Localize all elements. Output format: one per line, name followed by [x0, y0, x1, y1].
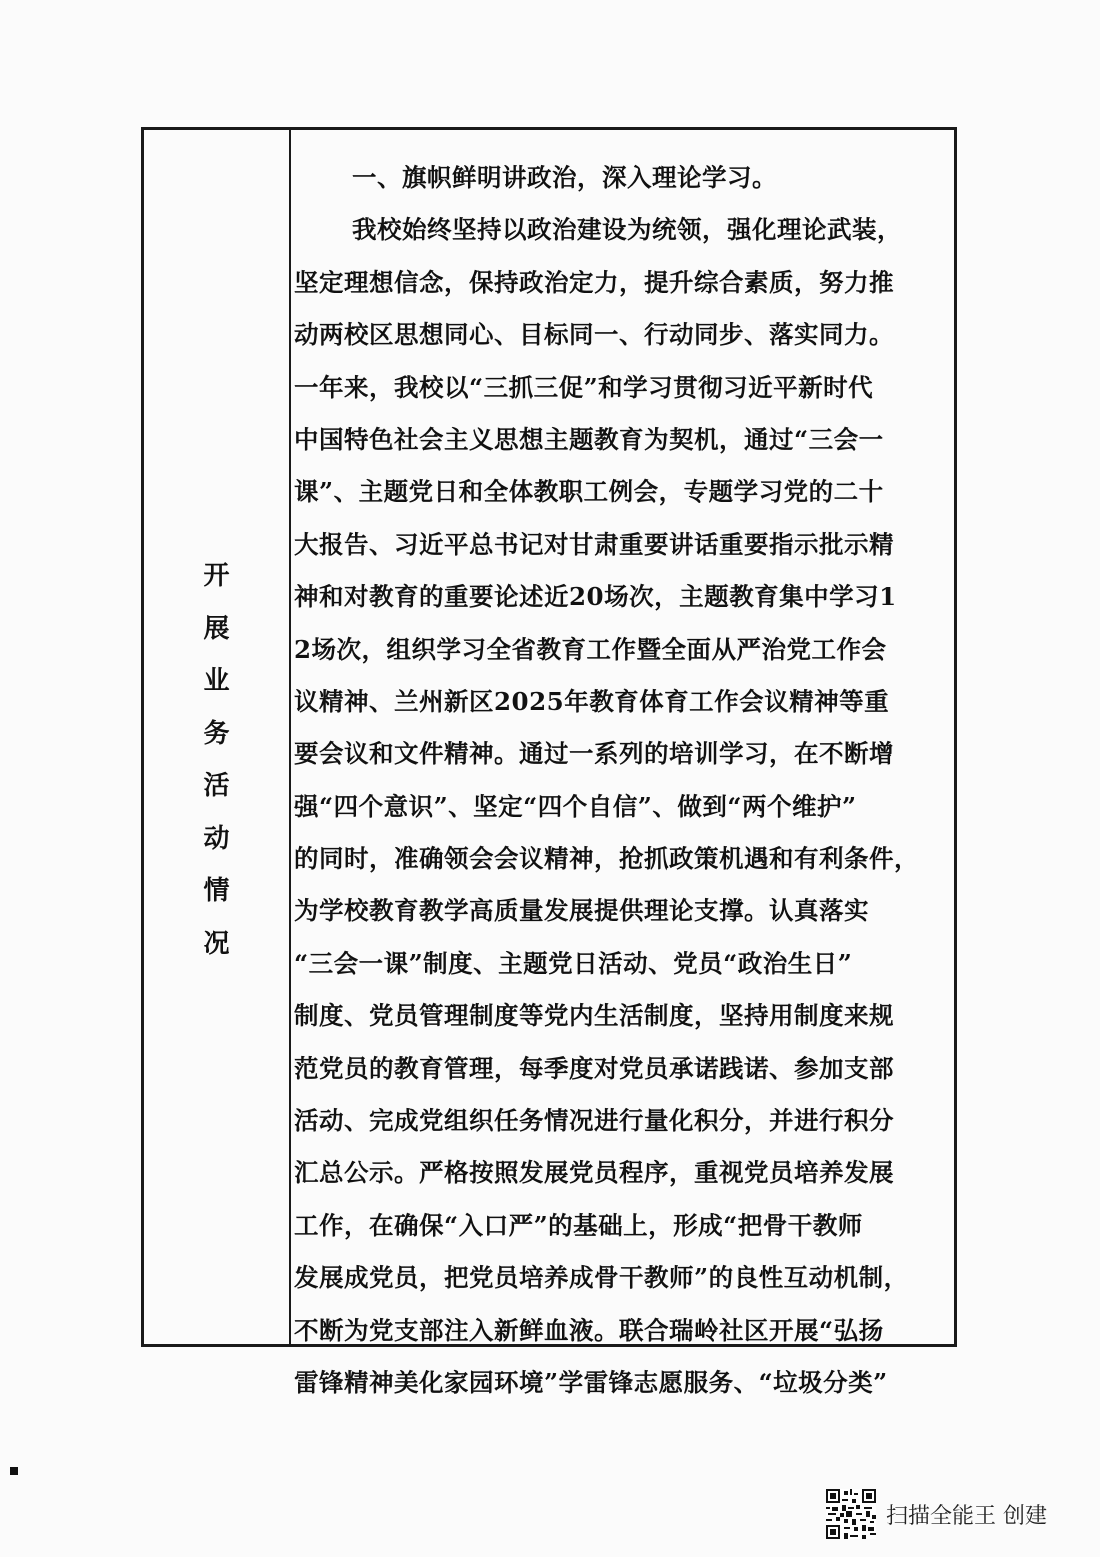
section-label-char: 情 — [203, 876, 230, 906]
body-line: 2场次，组织学习全省教育工作暨全面从严治党工作会 — [294, 634, 887, 664]
body-line: 发展成党员，把党员培养成骨干教师”的良性互动机制， — [294, 1263, 909, 1293]
body-line: 活动、完成党组织任务情况进行量化积分，并进行积分 — [294, 1106, 894, 1136]
qr-code-icon — [826, 1489, 876, 1539]
scan-mark — [10, 1467, 18, 1475]
body-line: “三会一课”制度、主题党日活动、党员“政治生日” — [294, 948, 853, 978]
body-line: 范党员的教育管理，每季度对党员承诺践诺、参加支部 — [294, 1053, 894, 1083]
body-line: 课”、主题党日和全体教职工例会，专题学习党的二十 — [294, 477, 884, 507]
body-line: 动两校区思想同心、目标同一、行动同步、落实同力。 — [294, 320, 894, 350]
section-label-char: 况 — [203, 928, 230, 959]
body-line: 为学校教育教学高质量发展提供理论支撑。认真落实 — [294, 896, 869, 926]
watermark-text: 扫描全能王 创建 — [886, 1503, 1047, 1529]
body-line: 要会议和文件精神。通过一系列的培训学习，在不断增 — [294, 739, 894, 769]
column-divider — [289, 130, 291, 1344]
body-line: 大报告、习近平总书记对甘肃重要讲话重要指示批示精 — [294, 529, 894, 559]
body-line: 中国特色社会主义思想主题教育为契机，通过“三会一 — [294, 424, 884, 454]
body-line: 汇总公示。严格按照发展党员程序，重视党员培养发展 — [294, 1158, 894, 1188]
label-column — [144, 130, 289, 1344]
body-line: 一年来，我校以“三抓三促”和学习贯彻习近平新时代 — [294, 372, 874, 402]
body-text — [294, 204, 944, 1409]
section-label-char: 展 — [203, 613, 230, 644]
body-line: 不断为党支部注入新鲜血液。联合瑞岭社区开展“弘扬 — [294, 1315, 884, 1345]
body-line: 坚定理想信念，保持政治定力，提升综合素质，努力推 — [294, 267, 894, 297]
body-line: 雷锋精神美化家园环境”学雷锋志愿服务、“垃圾分类” — [294, 1367, 888, 1397]
body-line: 我校始终坚持以政治建设为统领，强化理论武装， — [352, 215, 902, 245]
form-table — [141, 127, 957, 1397]
section-label — [144, 550, 289, 970]
section-label-char: 开 — [203, 561, 230, 591]
body-line: 制度、党员管理制度等党内生活制度，坚持用制度来规 — [294, 1001, 894, 1031]
body-line: 的同时，准确领会会议精神，抢抓政策机遇和有利条件， — [294, 844, 919, 874]
body-line: 议精神、兰州新区2025年教育体育工作会议精神等重 — [294, 686, 890, 716]
scanner-watermark — [826, 1488, 1047, 1540]
section-label-char: 动 — [203, 823, 230, 854]
section-label-char: 活 — [203, 771, 230, 801]
body-line: 神和对教育的重要论述近20场次，主题教育集中学习1 — [294, 582, 897, 612]
section-label-char: 务 — [203, 718, 230, 749]
section-label-char: 业 — [203, 666, 230, 696]
section-heading: 一、旗帜鲜明讲政治，深入理论学习。 — [352, 163, 777, 192]
body-line: 工作，在确保“入口严”的基础上，形成“把骨干教师 — [294, 1210, 863, 1240]
body-line: 强“四个意识”、坚定“四个自信”、做到“两个维护” — [294, 791, 857, 821]
content-cell — [294, 152, 944, 1409]
